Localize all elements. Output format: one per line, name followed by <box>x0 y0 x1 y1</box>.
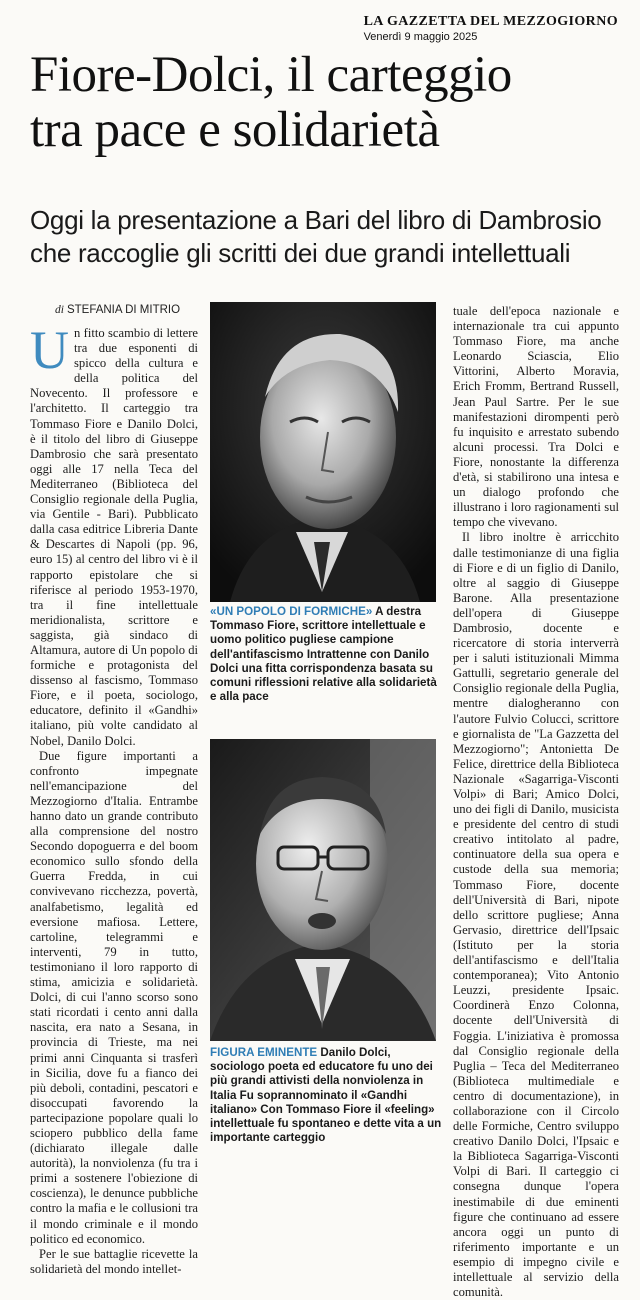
portrait-fiore-image <box>210 302 436 602</box>
photo-caption-dolci <box>210 1046 446 1145</box>
caption-kicker: «UN POPOLO DI FORMICHE» <box>210 605 373 618</box>
subheadline-line-1: Oggi la presentazione a Bari del libro di Dambrosio <box>30 205 602 235</box>
masthead <box>364 14 618 43</box>
issue-date: Venerdì 9 maggio 2025 <box>363 31 478 43</box>
byline <box>55 304 180 316</box>
paragraph-1: n fitto scambio di lettere tra due esponenti di spicco della cultura e della politica del Novecento. Il professore e l'architetto. Il carteggio tra Tommaso Fiore e Danilo Dolci, è il titolo del libro di Giuseppe Dambrosio che sarà presentato oggi alle 17 nella Teca del Mediterraneo (Biblioteca del Consiglio regionale della Puglia, via Gentile - Bari). Pubblicato dalla casa editrice Libreria Dante & Descartes di Napoli (pp. 96, euro 15) al centro del libro vi è il rapporto epistolare che si riferisce al periodo 1953-1970, tra il fine intellettuale meridionalista, scrittore e saggista, già sindaco di Altamura, autore di Un popolo di formiche e protagonista del dissenso al fascismo, Tommaso Fiore, e il poeta, sociologo, educatore, definito il «Gandhi» italiano, più volte candidato al Nobel, Danilo Dolci. <box>30 326 198 748</box>
paragraph-4: tuale dell'epoca nazionale e internazionale tra cui appunto Tommaso Fiore, ma anche Leonardo Sciascia, Elio Vittorini, Alberto Moravia, Erich Fromm, Bertrand Russell, Jean Paul Sartre. Per le sue manifestazioni dirompenti però fu inquisito e arrestato subendo alcuni processi. Tra Dolci e Fiore, nonostante la differenza d'età, si stabilirono una intesa e un dialogo profondo che illustrano i loro ragionamenti sul tempo che vivevano. <box>453 304 619 530</box>
byline-author: STEFANIA DI MITRIO <box>66 304 181 316</box>
photo-tommaso-fiore <box>210 302 436 602</box>
paragraph-3: Per le sue battaglie ricevette la solidarietà del mondo intellet- <box>30 1246 198 1276</box>
photo-caption-fiore <box>210 605 446 704</box>
subheadline <box>30 204 630 270</box>
headline <box>30 48 620 158</box>
article-column-3 <box>453 304 619 1300</box>
portrait-dolci-image <box>210 739 436 1041</box>
photo-danilo-dolci <box>210 739 436 1041</box>
headline-line-2: tra pace e solidarietà <box>30 102 440 158</box>
subheadline-line-2: che raccoglie gli scritti dei due grandi intellettuali <box>30 238 571 268</box>
caption-kicker: FIGURA EMINENTE <box>210 1046 318 1059</box>
article-column-1 <box>30 320 198 1277</box>
paragraph-5: Il libro inoltre è arricchito dalle testimonianze di una figlia di Fiore e di un figlio di Danilo, oltre al saggio di Giuseppe Barone. Alla presentazione dell'opera di Giuseppe Dambrosio, docente e ricercatore di storia interverrà per i saluti istituzionali Mimma Gattulli, segretario generale del Consiglio regionale della Puglia, mentre dialogheranno con l'autore Fulvio Colucci, scrittore e giornalista de "La Gazzetta del Mezzogiorno"; Antonietta De Felice, direttrice della Biblioteca Nazionale «Sagarriga-Visconti Volpi» di Bari; Amico Dolci, uno dei figli di Danilo, musicista e presidente del centro di studi creativo intitolato al padre, continuatore della sua opera e custode della sua memoria; Tommaso Fiore, docente dell'Università di Bari, nipote dello scrittore pugliese; Anna Gervasio, direttrice dell'Ipsaic (Istituto per la storia dell'antifascismo e dell'Italia contemporanea); Vito Antonio Leuzzi, presidente Ipsaic. Coordinerà Enzo Colonna, docente dell'Università di Foggia. L'iniziativa è promossa dal Consiglio regionale della Puglia – Teca del Mediterraneo (Biblioteca multimediale e centro di documentazione), in collaborazione con il Circolo delle Formiche, Centro sviluppo creativo Danilo Dolci, l'Ipsaic e la Biblioteca Sagarriga-Visconti Volpi di Bari. Il carteggio ci consegna dunque l'opera inestimabile di due eminenti figure che continuano ad essere ancora oggi un punto di riferimento importante e un esempio di impegno civile e intellettuale al servizio della comunità. <box>453 530 619 1300</box>
headline-line-1: Fiore-Dolci, il carteggio <box>30 47 512 103</box>
caption-text: A destra Tommaso Fiore, scrittore intellettuale e uomo politico pugliese campione dell'antifascismo Intrattenne con Danilo Dolci una fitta corrispondenza basata su comuni riflessioni relative alla solidarietà e alla pace <box>210 605 437 704</box>
byline-prefix: di <box>55 304 64 316</box>
paragraph-2: Due figure importanti a confronto impegnate nell'emancipazione del Mezzogiorno d'Italia. Entrambe hanno dato un grande contributo alla comprensione del nostro Secondo dopoguerra e del boom economico sullo sfondo della Guerra Fredda, in cui convivevano ricchezza, povertà, analfabetismo, legalità ed eversione mafiosa. Lettere, cartoline, telegrammi e interventi, 79 in tutto, testimoniano il loro rapporto di stima, amicizia e solidarietà. Dolci, di cui l'anno scorso sono stati ricordati i cento anni dalla nascita, era nato a Sesana, in provincia di Trieste, ma nei primi anni Cinquanta si trasferì in Sicilia, dove fu a fianco dei più deboli, contadini, pescatori e disoccupati favorendo la partecipazione popolare quali lo sciopero pubblico della fame (dichiarato illegale dalle autorità), la nonviolenza (fu tra i primi a sostenere l'obiezione di coscienza), le denunce pubbliche contro la mafia e le collusioni tra il mondo criminale e il mondo politico ed economico. <box>30 748 198 1246</box>
newspaper-name: LA GAZZETTA DEL MEZZOGIORNO <box>363 14 618 29</box>
caption-text: Danilo Dolci, sociologo poeta ed educatore fu uno dei più grandi attivisti della nonviolenza in Italia Fu soprannominato il «Gandhi italiano» Con Tommaso Fiore il «feeling» intellettuale fu spontaneo e dette vita a un importante carteggio <box>210 1046 442 1145</box>
drop-cap: U <box>30 320 69 380</box>
